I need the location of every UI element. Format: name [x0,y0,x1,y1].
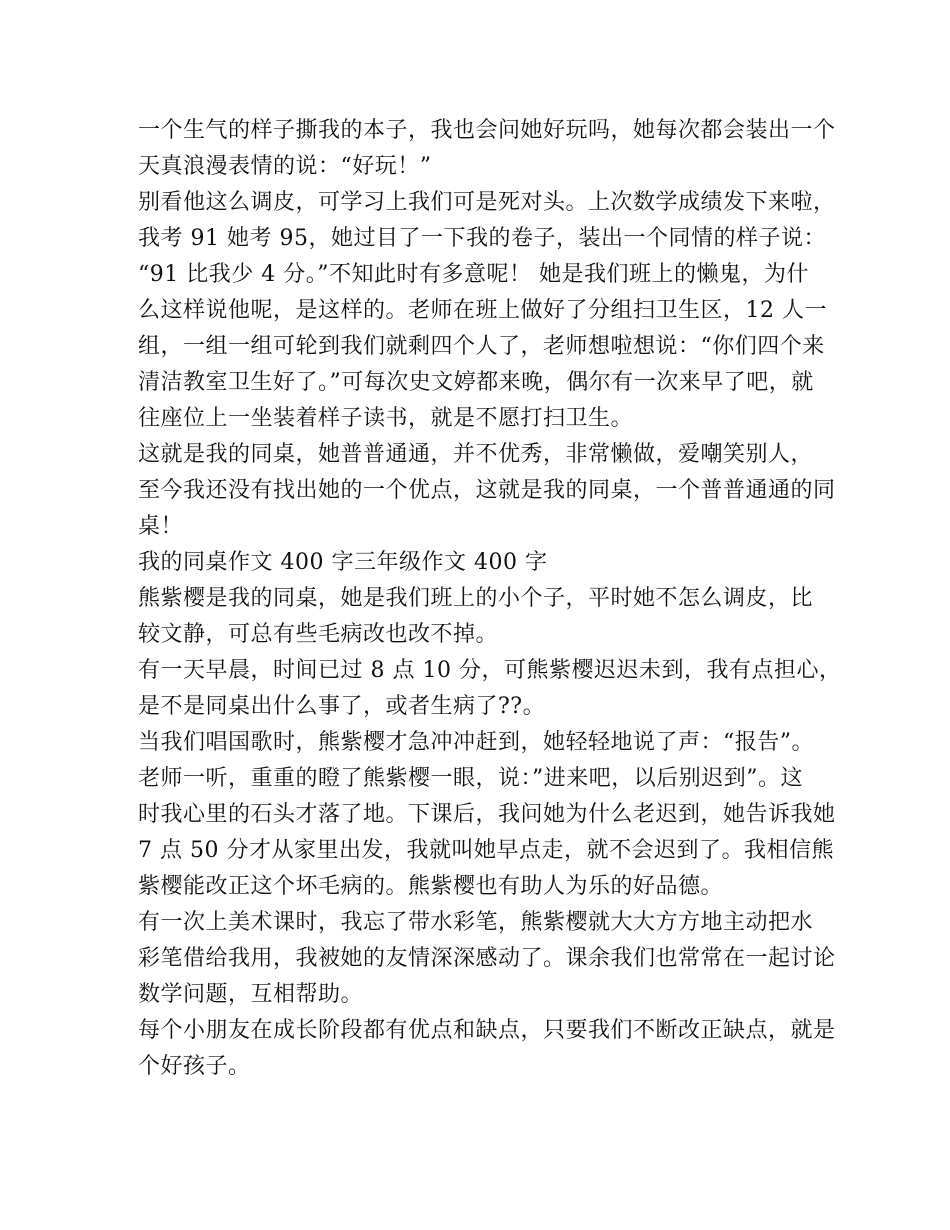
text-line: 有一天早晨，时间已过 8 点 10 分，可熊紫樱迟迟未到，我有点担心， [138,658,842,683]
text-line: 这就是我的同桌，她普普通通，并不优秀，非常懒做，爱嘲笑别人， [138,442,814,467]
text-line: 数学问题，互相帮助。 [138,982,364,1007]
text-line: 往座位上一坐装着样子读书，就是不愿打扫卫生。 [138,406,634,431]
text-line: 7 点 50 分才从家里出发，我就叫她早点走，就不会迟到了。我相信熊 [138,838,834,863]
text-line: 有一次上美术课时，我忘了带水彩笔，熊紫樱就大大方方地主动把水 [138,910,814,935]
text-line: 清洁教室卫生好了。”可每次史文婷都来晚，偶尔有一次来早了吧，就 [138,370,814,395]
text-line: 一个生气的样子撕我的本子，我也会问她好玩吗，她每次都会装出一个 [138,118,836,143]
text-line: 么这样说他呢，是这样的。老师在班上做好了分组扫卫生区，12 人一 [138,298,827,323]
text-line: 彩笔借给我用，我被她的友情深深感动了。课余我们也常常在一起讨论 [138,946,836,971]
text-line: 是不是同桌出什么事了，或者生病了??。 [138,694,546,719]
text-line: 我考 91 她考 95，她过目了一下我的卷子，装出一个同情的样子说： [138,226,826,251]
text-line: 组，一组一组可轮到我们就剩四个人了，老师想啦想说：“你们四个来 [138,334,825,359]
text-line: 紫樱能改正这个坏毛病的。熊紫樱也有助人为乐的好品德。 [138,874,724,899]
section-heading: 我的同桌作文 400 字三年级作文 400 字 [138,550,548,575]
text-line: 天真浪漫表情的说：“好玩！” [138,154,432,179]
text-line: 当我们唱国歌时，熊紫樱才急冲冲赶到，她轻轻地说了声：“报告”。 [138,730,814,755]
text-line: 至今我还没有找出她的一个优点，这就是我的同桌，一个普普通通的同 [138,478,836,503]
text-line: 较文静，可总有些毛病改也改不掉。 [138,622,499,647]
text-line: 个好孩子。 [138,1054,251,1079]
text-line: 时我心里的石头才落了地。下课后，我问她为什么老迟到，她告诉我她 [138,802,836,827]
text-line: 熊紫樱是我的同桌，她是我们班上的小个子，平时她不怎么调皮，比 [138,586,814,611]
document-body [138,113,842,1085]
text-line: 老师一听，重重的瞪了熊紫樱一眼，说：”进来吧，以后别迟到”。这 [138,766,803,791]
text-line: 每个小朋友在成长阶段都有优点和缺点，只要我们不断改正缺点，就是 [138,1018,836,1043]
text-line: “91 比我少 4 分。”不知此时有多意呢！ 她是我们班上的懒鬼，为什 [138,262,809,287]
text-line: 桌！ [138,514,184,539]
text-line: 别看他这么调皮，可学习上我们可是死对头。上次数学成绩发下来啦， [138,190,836,215]
